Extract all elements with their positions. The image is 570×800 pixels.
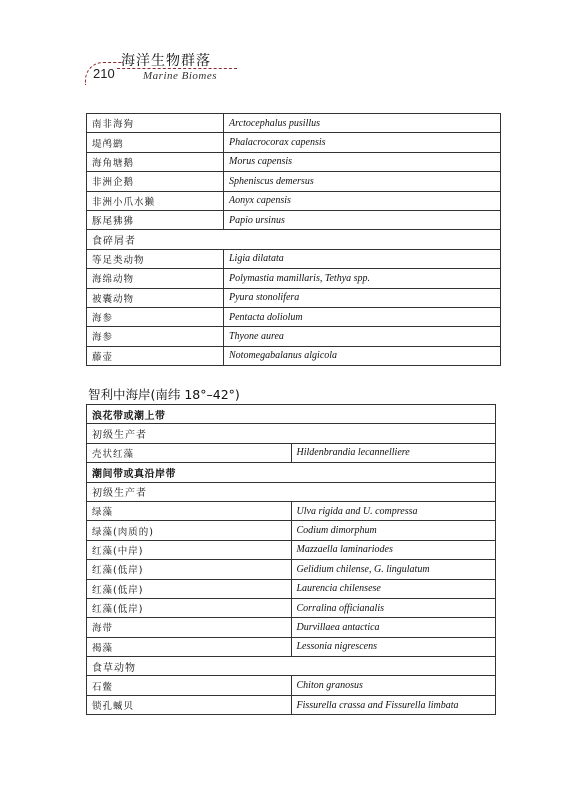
latin-name-cell: Morus capensis: [224, 152, 501, 171]
group-heading: 初级生产者: [87, 424, 496, 443]
common-name-cell: 石鳖: [87, 676, 292, 695]
latin-name-cell: Papio ursinus: [224, 210, 501, 229]
common-name-cell: 红藻(低岸): [87, 560, 292, 579]
group-heading: 食碎屑者: [87, 230, 501, 249]
table-row: [87, 152, 501, 171]
latin-name-cell: Laurencia chilensese: [291, 579, 496, 598]
latin-name-cell: Chiton granosus: [291, 676, 496, 695]
zone-heading: 潮间带或真沿岸带: [87, 463, 496, 482]
latin-name-cell: Aonyx capensis: [224, 191, 501, 210]
latin-name-cell: Codium dimorphum: [291, 521, 496, 540]
latin-name-cell: Spheniscus demersus: [224, 172, 501, 191]
group-heading: 食草动物: [87, 657, 496, 676]
common-name-cell: 等足类动物: [87, 249, 224, 268]
common-name-cell: 壳状红藻: [87, 443, 292, 462]
latin-name-cell: Mazzaella laminariodes: [291, 540, 496, 559]
latin-name-cell: Thyone aurea: [224, 327, 501, 346]
latin-name-cell: Phalacrocorax capensis: [224, 133, 501, 152]
book-title-cn: 海洋生物群落: [121, 53, 211, 69]
common-name-cell: 海带: [87, 618, 292, 637]
latin-name-cell: Notomegabalanus algicola: [224, 346, 501, 365]
table-row: [87, 637, 496, 656]
common-name-cell: 绿藻(肉质的): [87, 521, 292, 540]
page-header: [93, 50, 223, 84]
latin-name-cell: Lessonia nigrescens: [291, 637, 496, 656]
latin-name-cell: Hildenbrandia lecannelliere: [291, 443, 496, 462]
chile-species-table: [86, 404, 496, 715]
table-row: [87, 172, 501, 191]
table-row: [87, 579, 496, 598]
table-row: [87, 133, 501, 152]
latin-name-cell: Polymastia mamillaris, Tethya spp.: [224, 269, 501, 288]
table-row: [87, 657, 496, 676]
table-row: [87, 598, 496, 617]
common-name-cell: 海参: [87, 327, 224, 346]
common-name-cell: 南非海狗: [87, 114, 224, 133]
common-name-cell: 褐藻: [87, 637, 292, 656]
latin-name-cell: Corralina officianalis: [291, 598, 496, 617]
table-row: [87, 424, 496, 443]
group-heading: 初级生产者: [87, 482, 496, 501]
latin-name-cell: Arctocephalus pusillus: [224, 114, 501, 133]
common-name-cell: 海绵动物: [87, 269, 224, 288]
table-row: [87, 521, 496, 540]
book-title-en: Marine Biomes: [143, 70, 218, 82]
table-row: [87, 327, 501, 346]
table-row: [87, 191, 501, 210]
table-row: [87, 114, 501, 133]
table-row: [87, 307, 501, 326]
latin-name-cell: Ulva rigida and U. compressa: [291, 501, 496, 520]
table-row: [87, 346, 501, 365]
table-row: [87, 443, 496, 462]
zone-heading: 浪花带或潮上带: [87, 405, 496, 424]
table-row: [87, 210, 501, 229]
latin-name-cell: Gelidium chilense, G. lingulatum: [291, 560, 496, 579]
common-name-cell: 海角塘鹅: [87, 152, 224, 171]
common-name-cell: 藤壶: [87, 346, 224, 365]
page-number: 210: [93, 66, 115, 81]
table-row: [87, 560, 496, 579]
common-name-cell: 豚尾狒狒: [87, 210, 224, 229]
latin-name-cell: Pyura stonolifera: [224, 288, 501, 307]
table-row: [87, 695, 496, 714]
latin-name-cell: Ligia dilatata: [224, 249, 501, 268]
common-name-cell: 被囊动物: [87, 288, 224, 307]
table-row: [87, 405, 496, 424]
table-row: [87, 618, 496, 637]
chile-section-heading: 智利中海岸(南纬 18°–42°): [88, 387, 240, 402]
common-name-cell: 海参: [87, 307, 224, 326]
common-name-cell: 红藻(低岸): [87, 579, 292, 598]
table-row: [87, 249, 501, 268]
common-name-cell: 锁孔蝛贝: [87, 695, 292, 714]
table-row: [87, 269, 501, 288]
common-name-cell: 红藻(中岸): [87, 540, 292, 559]
common-name-cell: 红藻(低岸): [87, 598, 292, 617]
common-name-cell: 非洲企鹅: [87, 172, 224, 191]
table-row: [87, 676, 496, 695]
table-row: [87, 463, 496, 482]
table-row: [87, 288, 501, 307]
south-africa-species-table: [86, 113, 501, 366]
table-row: [87, 501, 496, 520]
latin-name-cell: Fissurella crassa and Fissurella limbata: [291, 695, 496, 714]
common-name-cell: 绿藻: [87, 501, 292, 520]
common-name-cell: 非洲小爪水獭: [87, 191, 224, 210]
table-row: [87, 230, 501, 249]
table-row: [87, 540, 496, 559]
latin-name-cell: Durvillaea antactica: [291, 618, 496, 637]
latin-name-cell: Pentacta doliolum: [224, 307, 501, 326]
common-name-cell: 堤鸬鹚: [87, 133, 224, 152]
table-row: [87, 482, 496, 501]
